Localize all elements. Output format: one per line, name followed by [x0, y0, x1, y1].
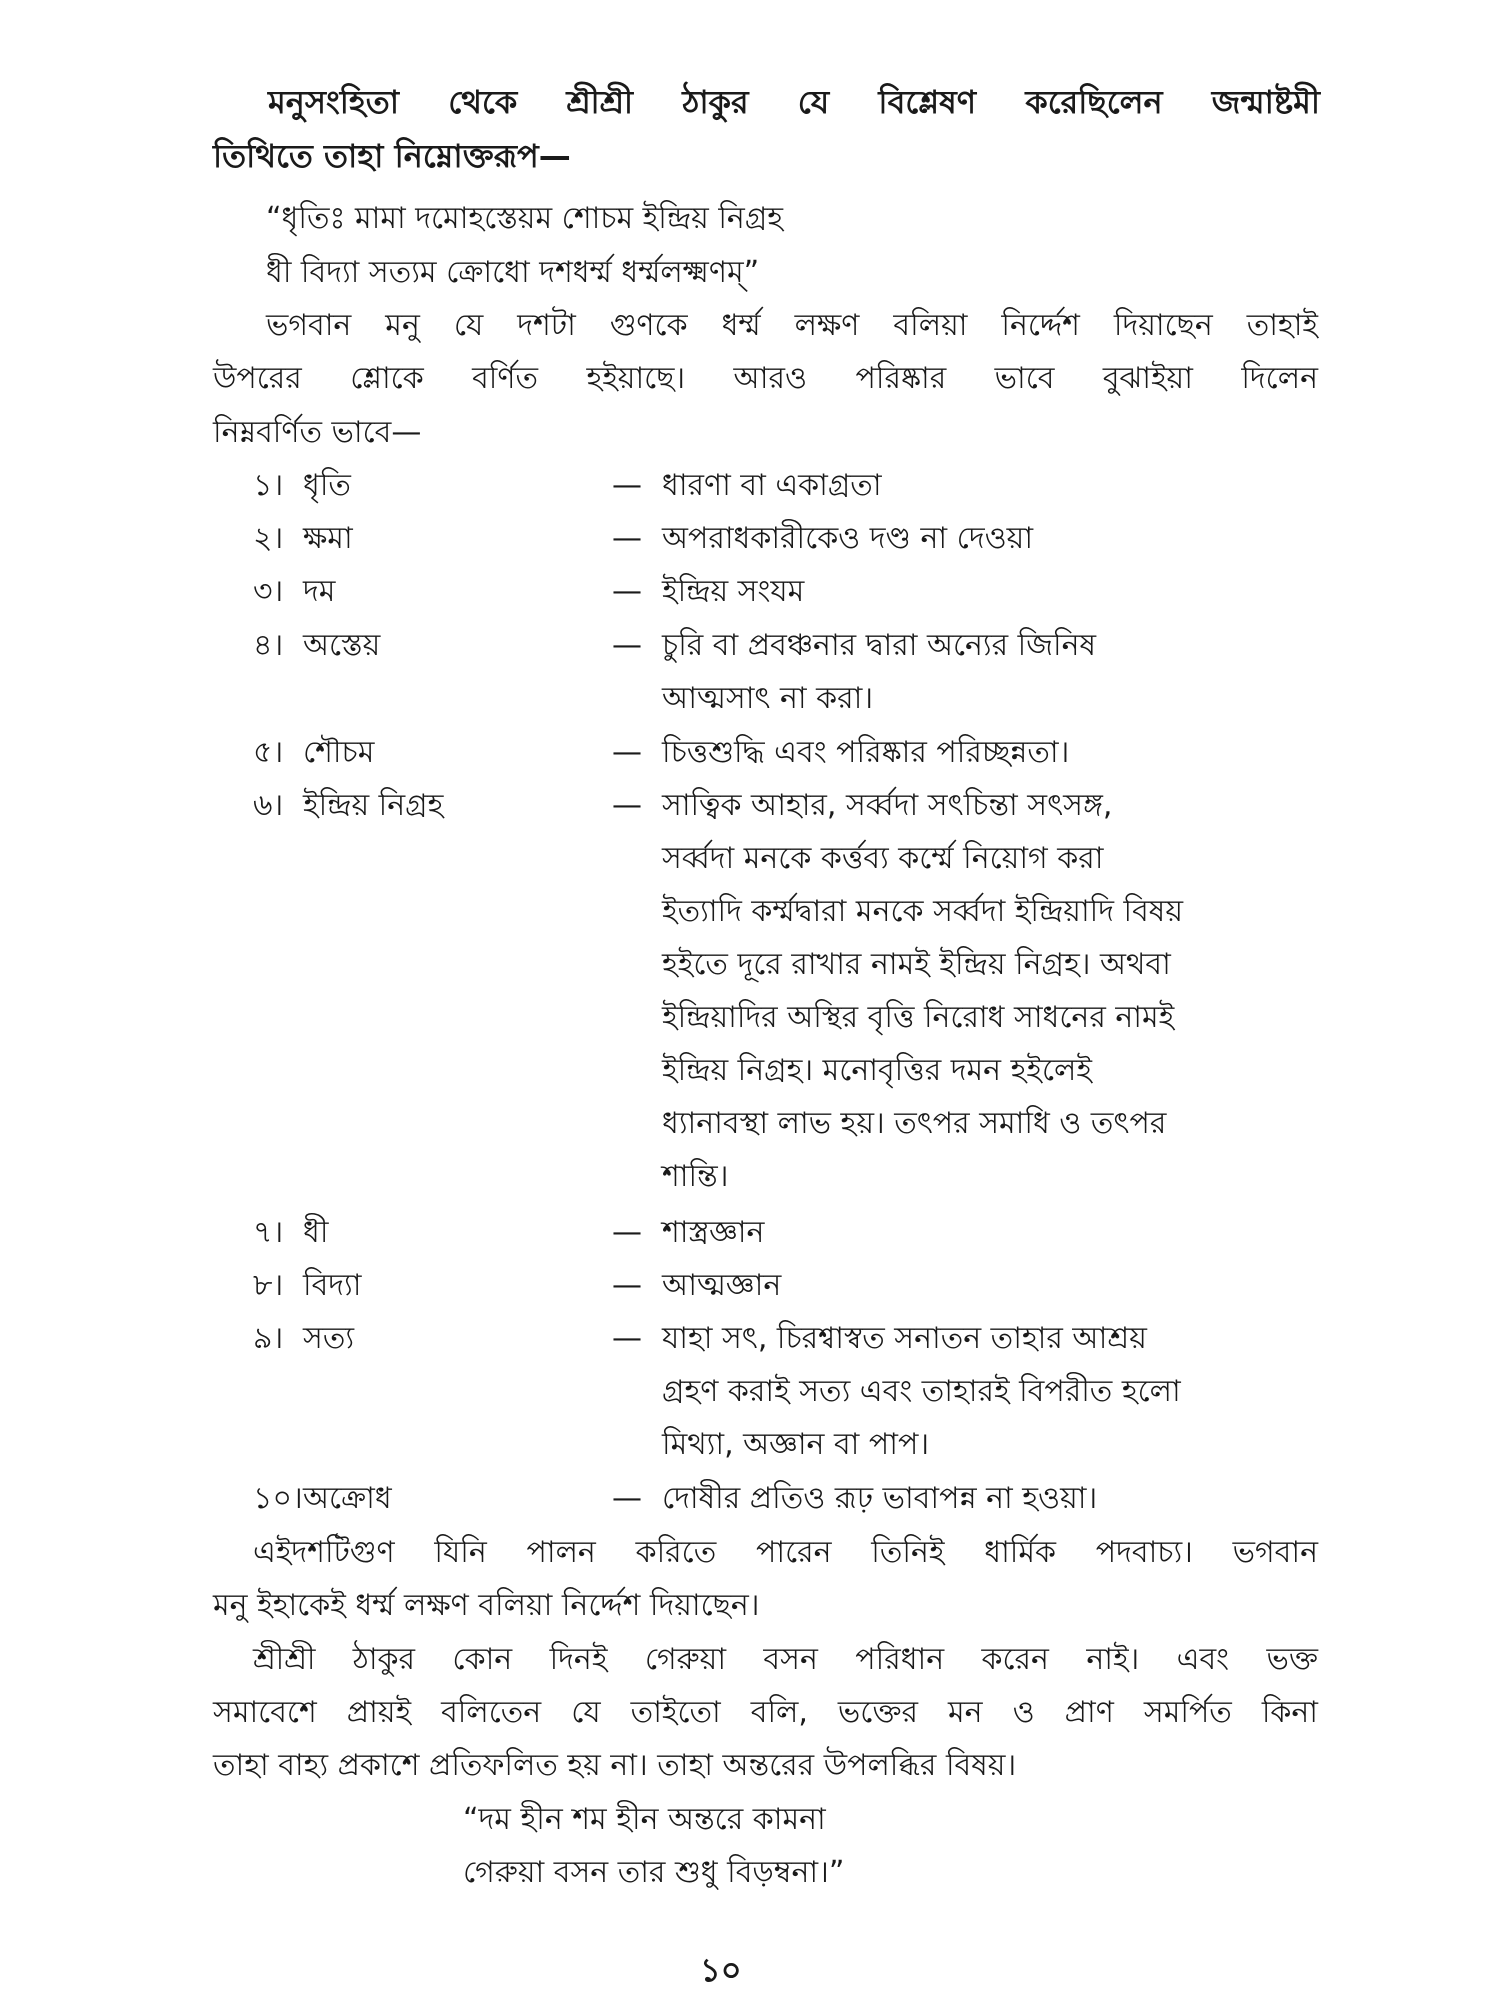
definition-line: অপরাধকারীকেও দণ্ড না দেওয়া [662, 521, 1034, 556]
sloka-line-1: “ধৃতিঃ মামা দমোহস্তেয়ম শোচম ইন্দ্রিয় নিগ্রহ [266, 201, 784, 236]
definition-line: আত্মসাৎ না করা। [662, 681, 874, 716]
thakur-line-1: শ্রীশ্রী ঠাকুর কোন দিনই গেরুয়া বসন পরিধান করেন নাই। এবং ভক্ত [253, 1642, 1318, 1677]
quality-term: অস্তেয় [303, 628, 381, 663]
definition-line: ইন্দ্রিয় নিগ্রহ। মনোবৃত্তির দমন হইলেই [662, 1053, 1092, 1088]
definition-line: শান্তি। [662, 1159, 729, 1194]
quality-definition [662, 1215, 765, 1271]
quality-dash: — [612, 574, 642, 609]
quality-dash: — [612, 1215, 642, 1250]
verse-line-2: গেরুয়া বসন তার শুধু বিড়ম্বনা।” [463, 1855, 845, 1890]
definition-line: ধারণা বা একাগ্রতা [662, 468, 882, 503]
quality-definition [662, 468, 882, 524]
definition-line: চিত্তশুদ্ধি এবং পরিষ্কার পরিচ্ছন্নতা। [662, 735, 1070, 770]
quality-definition [662, 574, 805, 630]
definition-line: যাহা সৎ, চিরশ্বাস্বত সনাতন তাহার আশ্রয় [662, 1321, 1147, 1356]
quality-definition [662, 1321, 1181, 1483]
quality-term: বিদ্যা [303, 1268, 362, 1303]
quality-number: ৭। [253, 1215, 284, 1250]
quality-number: ৩। [253, 574, 284, 609]
quality-number: ৯। [253, 1321, 284, 1356]
quality-number: ২। [253, 521, 284, 556]
quality-number: ১। [253, 468, 284, 503]
definition-line: সাত্বিক আহার, সর্ব্বদা সৎচিন্তা সৎসঙ্গ, [662, 788, 1113, 823]
thakur-line-3: তাহা বাহ্য প্রকাশে প্রতিফলিত হয় না। তাহা অন্তরের উপলব্ধির বিষয়। [213, 1748, 1017, 1783]
quality-definition [662, 1268, 782, 1324]
quality-dash: — [612, 1481, 642, 1516]
conclusion-line-1: এইদশটিগুণ যিনি পালন করিতে পারেন তিনিই ধার্মিক পদবাচ্য। ভগবান [253, 1535, 1318, 1570]
definition-line: ইত্যাদি কর্ম্মদ্বারা মনকে সর্ব্বদা ইন্দ্রিয়াদি বিষয় [662, 894, 1184, 929]
quality-term: অক্রোধ [303, 1481, 392, 1516]
quality-term: ধৃতি [303, 468, 351, 503]
conclusion-line-2: মনু ইহাকেই ধর্ম্ম লক্ষণ বলিয়া নির্দ্দেশ দিয়াছেন। [213, 1588, 760, 1623]
quality-dash: — [612, 468, 642, 503]
quality-term: দম [303, 574, 336, 609]
definition-line: গ্রহণ করাই সত্য এবং তাহারই বিপরীত হলো [662, 1374, 1181, 1409]
explanation-line-1: ভগবান মনু যে দশটা গুণকে ধর্ম্ম লক্ষণ বলিয়া নির্দ্দেশ দিয়াছেন তাহাই [266, 308, 1318, 343]
quality-term: ইন্দ্রিয় নিগ্রহ [303, 788, 444, 823]
quality-dash: — [612, 735, 642, 770]
quality-definition [662, 521, 1034, 577]
thakur-line-2: সমাবেশে প্রায়ই বলিতেন যে তাইতো বলি, ভক্তের মন ও প্রাণ সমর্পিত কিনা [213, 1695, 1318, 1730]
quality-dash: — [612, 1321, 642, 1356]
explanation-line-2: উপরের শ্লোকে বর্ণিত হইয়াছে। আরও পরিষ্কার ভাবে বুঝাইয়া দিলেন [213, 361, 1318, 396]
intro-line-2: তিথিতে তাহা নিম্নোক্তরূপ— [213, 137, 571, 175]
intro-line-1: মনুসংহিতা থেকে শ্রীশ্রী ঠাকুর যে বিশ্লেষণ করেছিলেন জন্মাষ্টমী [268, 83, 1320, 121]
page-number: ১০ [700, 1951, 742, 1989]
definition-line: সর্ব্বদা মনকে কর্ত্তব্য কর্ম্মে নিয়োগ করা [662, 841, 1104, 876]
quality-term: ধী [303, 1215, 329, 1250]
quality-dash: — [612, 788, 642, 823]
quality-number: ৮। [253, 1268, 284, 1303]
definition-line: দোষীর প্রতিও রূঢ় ভাবাপন্ন না হওয়া। [662, 1481, 1098, 1516]
definition-line: আত্মজ্ঞান [662, 1268, 782, 1303]
quality-dash: — [612, 521, 642, 556]
quality-definition [662, 735, 1070, 791]
quality-number: ৬। [253, 788, 284, 823]
quality-term: সত্য [303, 1321, 355, 1356]
explanation-line-3: নিম্নবর্ণিত ভাবে— [213, 415, 422, 450]
definition-line: হইতে দূরে রাখার নামই ইন্দ্রিয় নিগ্রহ। অথবা [662, 947, 1171, 982]
definition-line: ইন্দ্রিয়াদির অস্থির বৃত্তি নিরোধ সাধনের নামই [662, 1000, 1175, 1035]
quality-definition [662, 1481, 1098, 1537]
verse-line-1: “দম হীন শম হীন অন্তরে কামনা [463, 1802, 826, 1837]
quality-definition [662, 788, 1184, 1215]
quality-definition [662, 628, 1097, 737]
quality-number: ৪। [253, 628, 284, 663]
definition-line: ধ্যানাবস্থা লাভ হয়। তৎপর সমাধি ও তৎপর [662, 1106, 1167, 1141]
definition-line: ইন্দ্রিয় সংযম [662, 574, 805, 609]
definition-line: শাস্ত্রজ্ঞান [662, 1215, 765, 1250]
quality-number: ১০। [253, 1481, 303, 1516]
quality-dash: — [612, 1268, 642, 1303]
quality-term: ক্ষমা [303, 521, 353, 556]
quality-term: শৌচম [303, 735, 375, 770]
quality-number: ৫। [253, 735, 284, 770]
definition-line: মিথ্যা, অজ্ঞান বা পাপ। [662, 1427, 930, 1462]
quality-dash: — [612, 628, 642, 663]
sloka-line-2: ধী বিদ্যা সত্যম ক্রোধো দশধর্ম্ম ধর্ম্মলক্ষ্মণম্” [266, 255, 760, 290]
definition-line: চুরি বা প্রবঞ্চনার দ্বারা অন্যের জিনিষ [662, 628, 1097, 663]
